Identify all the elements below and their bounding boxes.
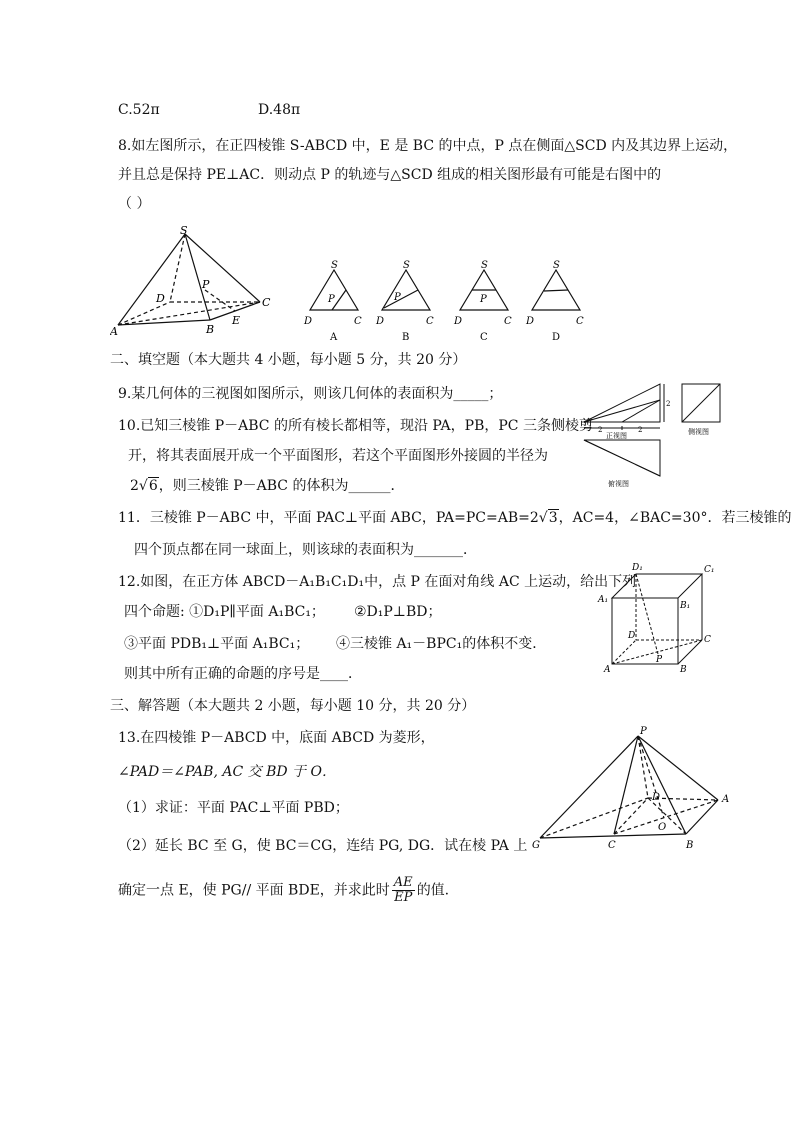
q10-coef: 2 [130, 478, 139, 494]
cube-label-a1: A₁ [598, 595, 609, 605]
dim-h: 2 [666, 400, 671, 408]
q11-line1-head: 11．三棱锥 P－ABC 中，平面 PAC⊥平面 ABC，PA=PC=AB=2 [118, 510, 539, 526]
dim-w2: 2 [638, 426, 643, 434]
q9-text: 9.某几何体的三视图如图所示，则该几何体的表面积为_____； [118, 386, 503, 402]
q13-line5-tail: 的值. [416, 882, 450, 899]
q8-option-a-figure [300, 258, 368, 343]
cube-label-a: A [604, 665, 611, 674]
q8-option-d-figure [522, 258, 590, 343]
opt-d-label-d: D [526, 316, 535, 327]
q12-line4: 则其中所有正确的命题的序号是____． [124, 666, 362, 682]
q13-label-a: A [722, 794, 730, 805]
q8-pyramid-figure [110, 222, 280, 337]
q8-option-c-figure [450, 258, 518, 343]
front-view-label: 正视图 [606, 432, 627, 440]
q13-label-g: G [532, 840, 540, 851]
label-p: P [202, 278, 210, 291]
q10-line2: 开，将其表面展开成一个平面图形，若这个平面图形外接圆的半径为 [128, 448, 548, 464]
label-a: A [110, 325, 118, 337]
cube-label-p: P [656, 655, 663, 665]
opt-a-label-c: C [354, 316, 362, 327]
q11-line1 [118, 508, 791, 528]
fraction-numerator: AE [393, 875, 413, 890]
q12-line2b: ②D₁P⊥BD； [354, 604, 442, 620]
section2-title: 二、填空题（本大题共 4 小题，每小题 5 分，共 20 分） [110, 352, 467, 368]
ratio-fraction [392, 876, 415, 905]
q12-line2a: 四个命题: ①D₁P∥平面 A₁BC₁； [124, 604, 325, 620]
sqrt-sign: √ [538, 510, 548, 526]
q13-line2: ∠PAD＝∠PAB, AC 交 BD 于 O． [118, 764, 336, 780]
option-a-letter: A [330, 332, 338, 343]
option-c: C.52π [118, 102, 160, 118]
label-d: D [156, 292, 165, 305]
option-d-letter: D [552, 332, 561, 343]
three-view-figure [582, 380, 722, 490]
opt-d-label-c: C [576, 316, 584, 327]
dim-w1: 2 [598, 426, 603, 434]
option-c-letter: C [480, 332, 488, 343]
option-d: D.48π [258, 102, 301, 118]
opt-b-label-p: P [394, 292, 401, 303]
q13-label-d: D [652, 792, 661, 803]
q11-radicand: 3 [548, 510, 558, 526]
q10-radicand: 6 [148, 478, 158, 494]
q13-line5-head: 确定一点 E，使 PG// 平面 BDE，并求此时 [118, 882, 390, 899]
q13-line1: 13.在四棱锥 P－ABCD 中，底面 ABCD 为菱形， [118, 730, 435, 746]
q13-line4: （2）延长 BC 至 G，使 BC＝CG，连结 PG, DG．试在棱 PA 上 [118, 838, 528, 854]
q13-line5 [118, 876, 449, 905]
q13-line3: （1）求证：平面 PAC⊥平面 PBD； [118, 800, 349, 816]
q8-line2: 并且总是保持 PE⊥AC．则动点 P 的轨迹与△SCD 组成的相关图形最有可能是右图中的 [118, 167, 662, 183]
option-b-letter: B [402, 332, 410, 343]
side-view-label: 侧视图 [688, 428, 709, 436]
label-b: B [206, 323, 215, 336]
cube-label-b1: B₁ [680, 601, 691, 611]
fraction-denominator: EP [394, 890, 413, 905]
label-c: C [262, 296, 271, 309]
q8-line1: 8.如左图所示，在正四棱锥 S-ABCD 中，E 是 BC 的中点，P 点在侧面△SCD 内及其边界上运动， [118, 138, 738, 154]
q10-line3 [130, 476, 404, 496]
q11-line1-tail: ，AC=4，∠BAC=30°．若三棱锥的 [558, 510, 792, 526]
opt-c-label-s: S [481, 260, 488, 271]
q13-label-p: P [640, 726, 647, 737]
q8-option-b-figure [372, 258, 440, 343]
q10-line3-tail: ，则三棱锥 P－ABC 的体积为______． [158, 478, 405, 494]
q11-line2: 四个顶点都在同一球面上，则该球的表面积为_______． [134, 542, 477, 558]
q12-line1: 12.如图，在正方体 ABCD－A₁B₁C₁D₁中，点 P 在面对角线 AC 上运动，给出下列 [118, 574, 637, 590]
q12-line3b: ④三棱锥 A₁－BPC₁的体积不变． [336, 636, 547, 652]
q10-line1: 10.已知三棱锥 P－ABC 的所有棱长都相等，现沿 PA，PB，PC 三条侧棱剪 [118, 418, 593, 434]
opt-a-label-p: P [328, 294, 335, 305]
opt-c-label-p: P [480, 294, 487, 305]
opt-b-label-c: C [426, 316, 434, 327]
opt-c-label-c: C [504, 316, 512, 327]
sqrt-sign: √ [138, 478, 148, 494]
opt-b-label-d: D [376, 316, 385, 327]
q13-label-o: O [658, 822, 667, 833]
cube-label-d: D [628, 631, 636, 641]
opt-d-label-s: S [553, 260, 560, 271]
opt-c-label-d: D [454, 316, 463, 327]
opt-a-label-s: S [331, 260, 338, 271]
label-e: E [232, 314, 241, 327]
q12-line3a: ③平面 PDB₁⊥平面 A₁BC₁； [124, 636, 310, 652]
opt-a-label-d: D [304, 316, 313, 327]
cube-figure [596, 558, 718, 674]
cube-label-b: B [680, 665, 687, 674]
cube-label-c1: C₁ [704, 565, 715, 575]
cube-label-d1: D₁ [632, 563, 643, 573]
q13-pyramid-figure [528, 722, 748, 852]
q8-paren: （ ） [118, 196, 151, 212]
label-s: S [180, 224, 188, 237]
section3-title: 三、解答题（本大题共 2 小题，每小题 10 分，共 20 分） [110, 698, 476, 714]
opt-b-label-s: S [403, 260, 410, 271]
cube-label-c: C [704, 635, 711, 645]
top-view-label: 俯视图 [608, 480, 629, 488]
q13-label-b: B [686, 840, 694, 851]
q13-label-c: C [608, 840, 616, 851]
